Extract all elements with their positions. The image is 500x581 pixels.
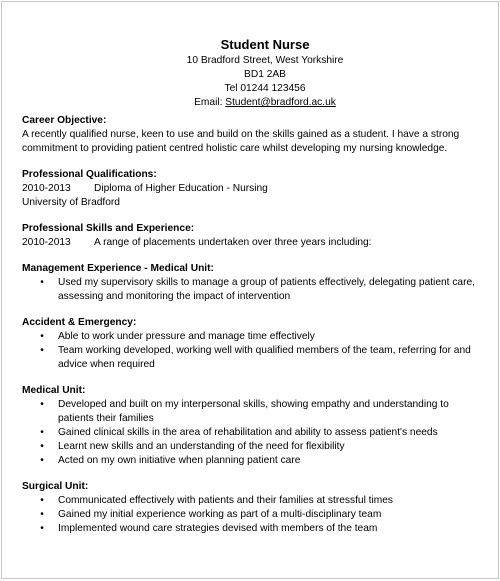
bullet-icon: • bbox=[40, 345, 44, 356]
cv-page bbox=[1, 1, 499, 579]
career-objective-title: Career Objective: bbox=[22, 115, 107, 126]
management-section bbox=[22, 262, 480, 304]
email-link[interactable]: Student@bradford.ac.uk bbox=[225, 97, 336, 108]
management-title: Management Experience - Medical Unit: bbox=[22, 263, 214, 274]
surgical-title: Surgical Unit: bbox=[22, 481, 89, 492]
list-item: • Communicated effectively with patients and their families at stressful times bbox=[22, 494, 480, 508]
career-objective-text: A recently qualified nurse, keen to use and build on the skills gained as a student. I have a strong commitment to providing patient centred holistic care whilst developing my nursing knowledge. bbox=[22, 129, 460, 154]
bullet-icon: • bbox=[40, 523, 44, 534]
postcode: BD1 2AB bbox=[244, 69, 286, 80]
experience-title: Professional Skills and Experience: bbox=[22, 223, 195, 234]
list-item: • Gained clinical skills in the area of rehabilitation and ability to assess patient's needs bbox=[22, 426, 480, 440]
bullet-icon: • bbox=[40, 427, 44, 438]
medical-list bbox=[22, 398, 480, 468]
cv-header bbox=[22, 36, 480, 110]
bullet-icon: • bbox=[40, 441, 44, 452]
surgical-list bbox=[22, 494, 480, 536]
experience-year: 2010-2013 bbox=[22, 237, 71, 248]
management-list bbox=[22, 276, 480, 304]
email-line bbox=[50, 96, 480, 110]
bullet-icon: • bbox=[40, 331, 44, 342]
medical-section bbox=[22, 384, 480, 468]
address-line: 10 Bradford Street, West Yorkshire bbox=[186, 55, 344, 66]
bullet-icon: • bbox=[40, 277, 44, 288]
qualification-institution: University of Bradford bbox=[22, 197, 120, 208]
list-item: • Able to work under pressure and manage time effectively bbox=[22, 330, 480, 344]
list-item: • Acted on my own initiative when planning patient care bbox=[22, 454, 480, 468]
accident-title: Accident & Emergency: bbox=[22, 317, 137, 328]
bullet-icon: • bbox=[40, 495, 44, 506]
accident-section bbox=[22, 316, 480, 372]
list-item: • Team working developed, working well with qualified members of the team, referring for and advice when required bbox=[22, 344, 480, 372]
list-item: • Learnt new skills and an understanding of the need for flexibility bbox=[22, 440, 480, 454]
experience-row bbox=[22, 236, 480, 250]
list-item: • Implemented wound care strategies devised with members of the team bbox=[22, 522, 480, 536]
list-item: • Developed and built on my interpersonal skills, showing empathy and understanding to patients their families bbox=[22, 398, 480, 426]
qualifications-section bbox=[22, 168, 480, 210]
qualification-detail: Diploma of Higher Education - Nursing bbox=[94, 183, 268, 194]
phone-number: Tel 01244 123456 bbox=[224, 83, 306, 94]
medical-title: Medical Unit: bbox=[22, 385, 86, 396]
qualifications-title: Professional Qualifications: bbox=[22, 169, 157, 180]
bullet-icon: • bbox=[40, 455, 44, 466]
qualification-year: 2010-2013 bbox=[22, 183, 71, 194]
bullet-icon: • bbox=[40, 509, 44, 520]
list-item: • Gained my initial experience working as part of a multi-disciplinary team bbox=[22, 508, 480, 522]
experience-section bbox=[22, 222, 480, 250]
career-objective-section bbox=[22, 114, 480, 156]
qualification-row bbox=[22, 182, 480, 196]
email-label: Email: bbox=[194, 97, 223, 108]
surgical-section bbox=[22, 480, 480, 536]
accident-list bbox=[22, 330, 480, 372]
list-item: • Used my supervisory skills to manage a group of patients effectively, delegating patient care, assessing and monitoring the impact of intervention bbox=[22, 276, 480, 304]
bullet-icon: • bbox=[40, 399, 44, 410]
experience-detail: A range of placements undertaken over three years including: bbox=[94, 237, 372, 248]
applicant-name: Student Nurse bbox=[220, 37, 310, 52]
